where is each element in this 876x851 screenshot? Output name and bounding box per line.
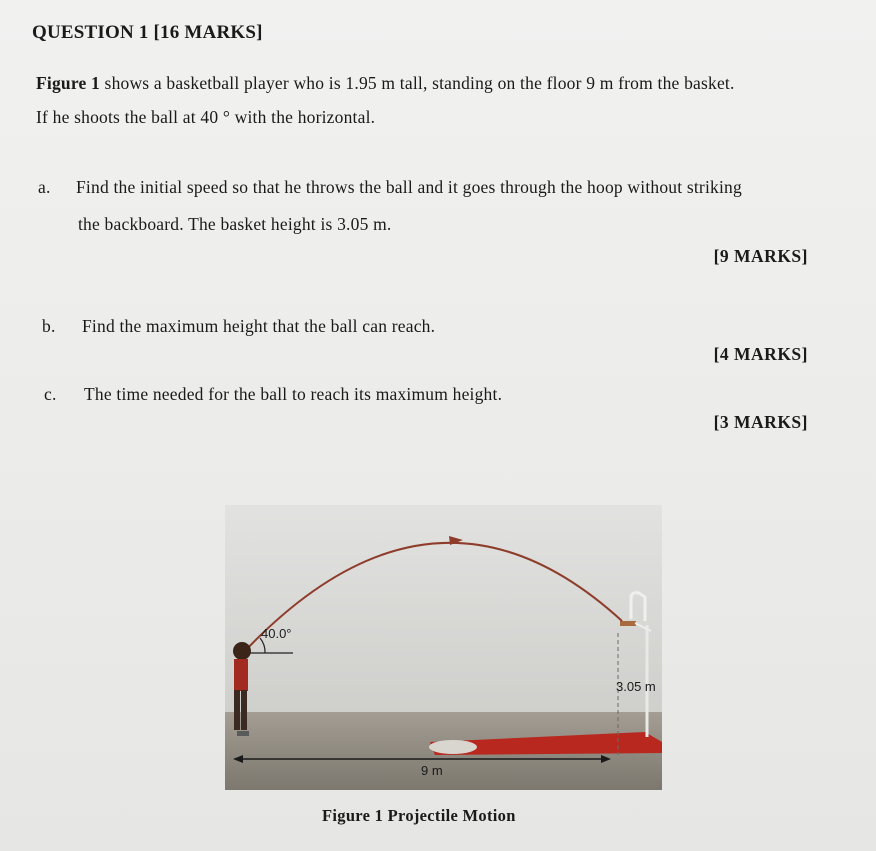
projectile-figure (225, 505, 662, 790)
part-b-label: b. (42, 316, 56, 336)
part-c-text: The time needed for the ball to reach its maximum height. (84, 384, 503, 404)
part-b-text: Find the maximum height that the ball can reach. (82, 316, 436, 336)
part-b-marks: [4 MARKS] (713, 344, 808, 364)
figure-reference: Figure 1 (36, 73, 100, 93)
angle-label: 40.0° (261, 626, 292, 641)
intro-line-1 (36, 73, 735, 94)
part-a-text-line-1: Find the initial speed so that he throws the ball and it goes through the hoop without striking (76, 177, 742, 197)
part-a-marks: [9 MARKS] (713, 246, 808, 266)
part-c-marks: [3 MARKS] (713, 412, 808, 432)
hoop-rim (620, 621, 636, 626)
question-heading: QUESTION 1 [16 MARKS] (32, 22, 263, 43)
part-a-label: a. (38, 177, 51, 197)
distance-label: 9 m (421, 763, 443, 778)
court-circle (429, 740, 477, 754)
projectile-diagram (225, 505, 662, 790)
height-label: 3.05 m (616, 679, 656, 694)
intro-line-2: If he shoots the ball at 40 ° with the horizontal. (36, 107, 376, 127)
part-a-text-line-2: the backboard. The basket height is 3.05 m. (78, 214, 392, 234)
part-c-label: c. (44, 384, 57, 404)
intro-line-1-text: shows a basketball player who is 1.95 m tall, standing on the floor 9 m from the basket. (99, 73, 735, 93)
figure-caption: Figure 1 Projectile Motion (322, 806, 516, 825)
